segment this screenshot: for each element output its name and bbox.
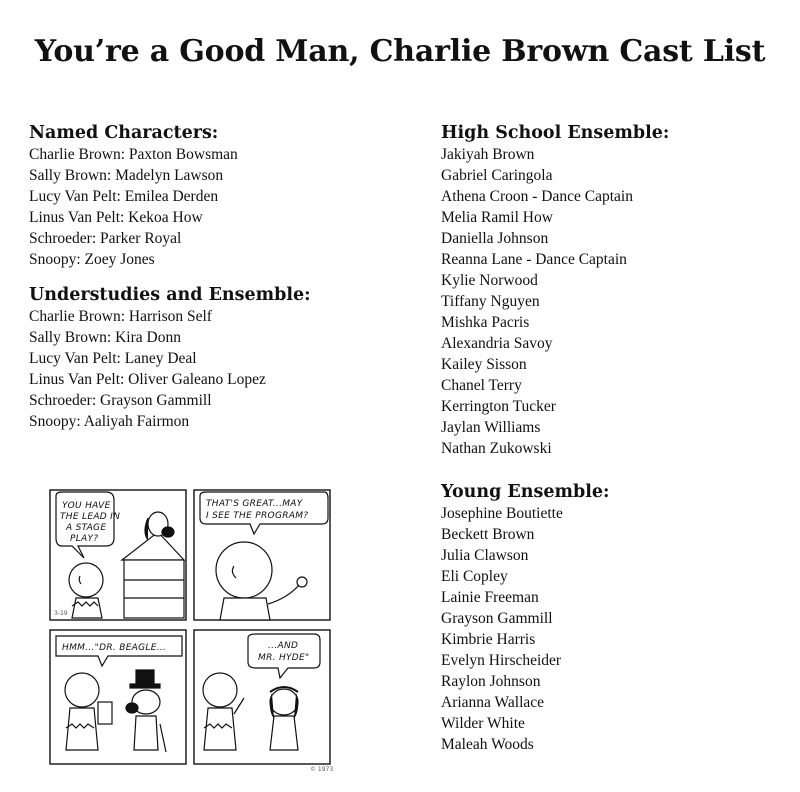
list-item: Julia Clawson xyxy=(441,547,529,564)
list-item: Jakiyah Brown xyxy=(441,146,535,163)
list-item: Raylon Johnson xyxy=(441,673,541,690)
young-ensemble-section xyxy=(441,481,781,755)
comic-panel-1-line: YOU HAVE xyxy=(62,501,111,511)
list-item: Linus Van Pelt: Oliver Galeano Lopez xyxy=(29,371,266,388)
comic-date: 3-19 xyxy=(54,610,68,617)
list-item: Schroeder: Parker Royal xyxy=(29,230,182,247)
list-item: Daniella Johnson xyxy=(441,230,549,247)
comic-panel-3-line: HMM..."DR. BEAGLE... xyxy=(62,643,167,653)
list-item: Reanna Lane - Dance Captain xyxy=(441,251,627,268)
list-item: Evelyn Hirscheider xyxy=(441,652,562,669)
section-heading: Young Ensemble: xyxy=(441,482,610,502)
right-column xyxy=(441,122,781,755)
list-item: Beckett Brown xyxy=(441,526,535,543)
comic-panel-4-art xyxy=(203,634,320,750)
comic-panel-2-line: THAT'S GREAT...MAY xyxy=(206,499,303,509)
list-item: Sally Brown: Kira Donn xyxy=(29,329,181,346)
list-item: Kailey Sisson xyxy=(441,356,527,373)
comic-panel-1-line: THE LEAD IN xyxy=(60,512,121,522)
list-item: Nathan Zukowski xyxy=(441,440,552,457)
comic-panel-4-line: ...AND xyxy=(268,641,299,651)
list-item: Wilder White xyxy=(441,715,525,732)
list-item: Alexandria Savoy xyxy=(441,335,553,352)
list-item: Lucy Van Pelt: Emilea Derden xyxy=(29,188,219,205)
left-column xyxy=(29,122,409,432)
list-item: Melia Ramil How xyxy=(441,209,553,226)
comic-copyright: © 1973 xyxy=(310,766,334,772)
list-item: Gabriel Caringola xyxy=(441,167,553,184)
list-item: Sally Brown: Madelyn Lawson xyxy=(29,167,224,184)
section-heading: Named Characters: xyxy=(29,123,219,143)
list-item: Athena Croon - Dance Captain xyxy=(441,188,633,205)
list-item: Lainie Freeman xyxy=(441,589,539,606)
list-item: Snoopy: Zoey Jones xyxy=(29,251,155,268)
list-item: Charlie Brown: Harrison Self xyxy=(29,308,212,325)
list-item: Charlie Brown: Paxton Bowsman xyxy=(29,146,238,163)
page-title: You’re a Good Man, Charlie Brown Cast List xyxy=(34,34,766,69)
comic-panel-3-art xyxy=(56,636,182,752)
list-item: Maleah Woods xyxy=(441,736,534,753)
list-item: Kylie Norwood xyxy=(441,272,538,289)
understudies-section xyxy=(29,284,409,432)
list-item: Lucy Van Pelt: Laney Deal xyxy=(29,350,197,367)
list-item: Snoopy: Aaliyah Fairmon xyxy=(29,413,190,430)
list-item: Linus Van Pelt: Kekoa How xyxy=(29,209,203,226)
section-heading: High School Ensemble: xyxy=(441,123,670,143)
list-item: Chanel Terry xyxy=(441,377,522,394)
list-item: Josephine Boutiette xyxy=(441,505,563,522)
comic-panel-4-line: MR. HYDE" xyxy=(258,653,310,663)
list-item: Arianna Wallace xyxy=(441,694,545,711)
list-item: Tiffany Nguyen xyxy=(441,293,540,310)
section-heading: Understudies and Ensemble: xyxy=(29,285,311,305)
comic-panel-1-line: PLAY? xyxy=(70,534,99,544)
comic-panel-1-line: A STAGE xyxy=(66,523,107,533)
list-item: Eli Copley xyxy=(441,568,508,585)
list-item: Jaylan Williams xyxy=(441,419,541,436)
peanuts-comic-strip xyxy=(48,488,334,772)
list-item: Schroeder: Grayson Gammill xyxy=(29,392,212,409)
list-item: Mishka Pacris xyxy=(441,314,530,331)
list-item: Grayson Gammill xyxy=(441,610,553,627)
high-school-ensemble-section xyxy=(441,122,781,459)
list-item: Kimbrie Harris xyxy=(441,631,536,648)
comic-panel-2-line: I SEE THE PROGRAM? xyxy=(206,511,309,521)
list-item: Kerrington Tucker xyxy=(441,398,556,415)
named-characters-section xyxy=(29,122,409,270)
